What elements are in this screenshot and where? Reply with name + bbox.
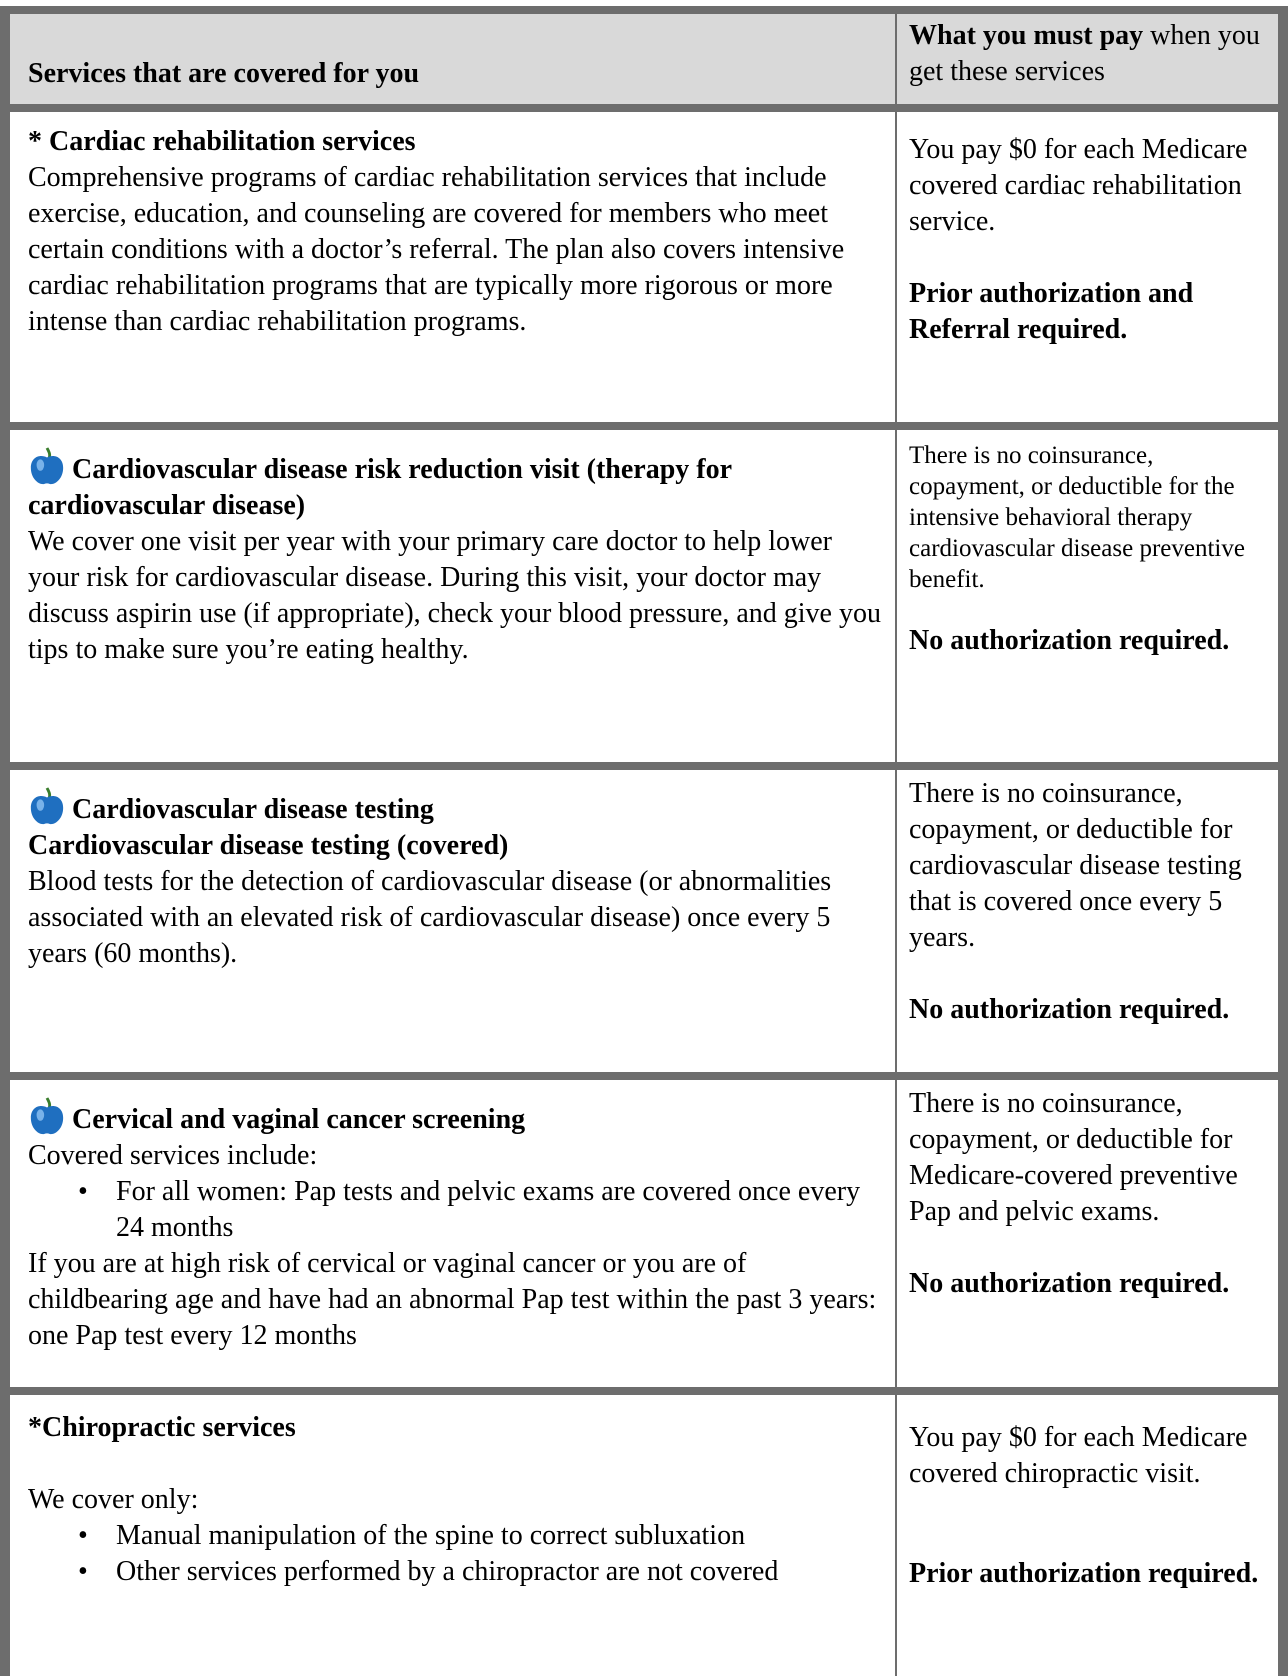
row-description: Comprehensive programs of cardiac rehabilitation services that include exercise, education, and counseling are covered for members who meet certain conditions with a doctor’s referral. The plan also covers intensive cardiac rehabilitation programs that are typically more rigorous or more intense than cardiac rehabilitation programs. [28,162,845,337]
payment-cell [909,440,1259,659]
row-divider [0,762,1288,770]
row-divider [0,422,1288,430]
authorization-note: Prior authorization and Referral required. [909,278,1194,345]
payment-text: You pay $0 for each Medicare covered cardiac rehabilitation service. [909,134,1248,237]
row-title-text: Cardiovascular disease testing [72,794,434,825]
payment-text: You pay $0 for each Medicare covered chiropractic visit. [909,1422,1248,1489]
header-services: Services that are covered for you [28,58,420,89]
table-border-right [1278,6,1288,1676]
list-item: • Manual manipulation of the spine to correct subluxation [116,1518,888,1554]
authorization-note: No authorization required. [909,994,1230,1025]
row-title-text: Cardiovascular disease risk reduction visit (therapy for cardiovascular disease) [28,454,732,521]
row-title [28,446,888,524]
list-item: • For all women: Pap tests and pelvic exams are covered once every 24 months [116,1174,888,1246]
column-divider [895,14,897,1676]
row-intro: Covered services include: [28,1140,318,1171]
payment-cell [909,1086,1259,1302]
row-divider [0,1072,1288,1080]
row-title [28,786,888,828]
payment-text: There is no coinsurance, copayment, or deductible for the intensive behavioral therapy cardiovascular disease preventive benefit. [909,442,1245,593]
row-subtitle: Cardiovascular disease testing (covered) [28,830,509,861]
row-title [28,1096,888,1138]
bullet-list [28,1518,888,1590]
authorization-note: No authorization required. [909,1268,1230,1299]
row-title: * Cardiac rehabilitation services [28,126,416,157]
authorization-note: Prior authorization required. [909,1558,1259,1589]
list-item: • Other services performed by a chiropractor are not covered [116,1554,888,1590]
apple-icon [28,1096,66,1136]
payment-cell [909,1420,1259,1592]
header-payment [909,18,1269,90]
payment-text: There is no coinsurance, copayment, or deductible for Medicare-covered preventive Pap and pelvic exams. [909,1088,1238,1227]
row-intro: We cover only: [28,1484,199,1515]
row-title-text: Cervical and vaginal cancer screening [72,1104,526,1135]
payment-cell [909,776,1259,1028]
table-row [28,446,888,668]
header-payment-bold: What you must pay [909,20,1144,51]
bullet-list [28,1174,888,1246]
header-payment-rest: when you get these services [909,20,1260,87]
header-divider [0,104,1288,112]
row-description: If you are at high risk of cervical or vaginal cancer or you are of childbearing age and have had an abnormal Pap test within the past 3 years: one Pap test every 12 months [28,1248,877,1351]
payment-text: There is no coinsurance, copayment, or deductible for cardiovascular disease testing that is covered once every 5 years. [909,778,1242,953]
table-border-left [0,6,10,1676]
row-divider [0,1387,1288,1395]
apple-icon [28,786,66,826]
row-title: *Chiropractic services [28,1412,296,1443]
row-description: Blood tests for the detection of cardiovascular disease (or abnormalities associated with an elevated risk of cardiovascular disease) once every 5 years (60 months). [28,866,832,969]
row-description: We cover one visit per year with your primary care doctor to help lower your risk for cardiovascular disease. During this visit, your doctor may discuss aspirin use (if appropriate), check your blood pressure, and give you tips to make sure you’re eating healthy. [28,526,881,665]
table-row [28,1096,888,1354]
payment-cell [909,132,1259,348]
table-row [28,786,888,972]
authorization-note: No authorization required. [909,625,1230,656]
table-row [28,124,888,340]
table-border-top [0,6,1288,14]
apple-icon [28,446,66,486]
table-row [28,1410,888,1590]
